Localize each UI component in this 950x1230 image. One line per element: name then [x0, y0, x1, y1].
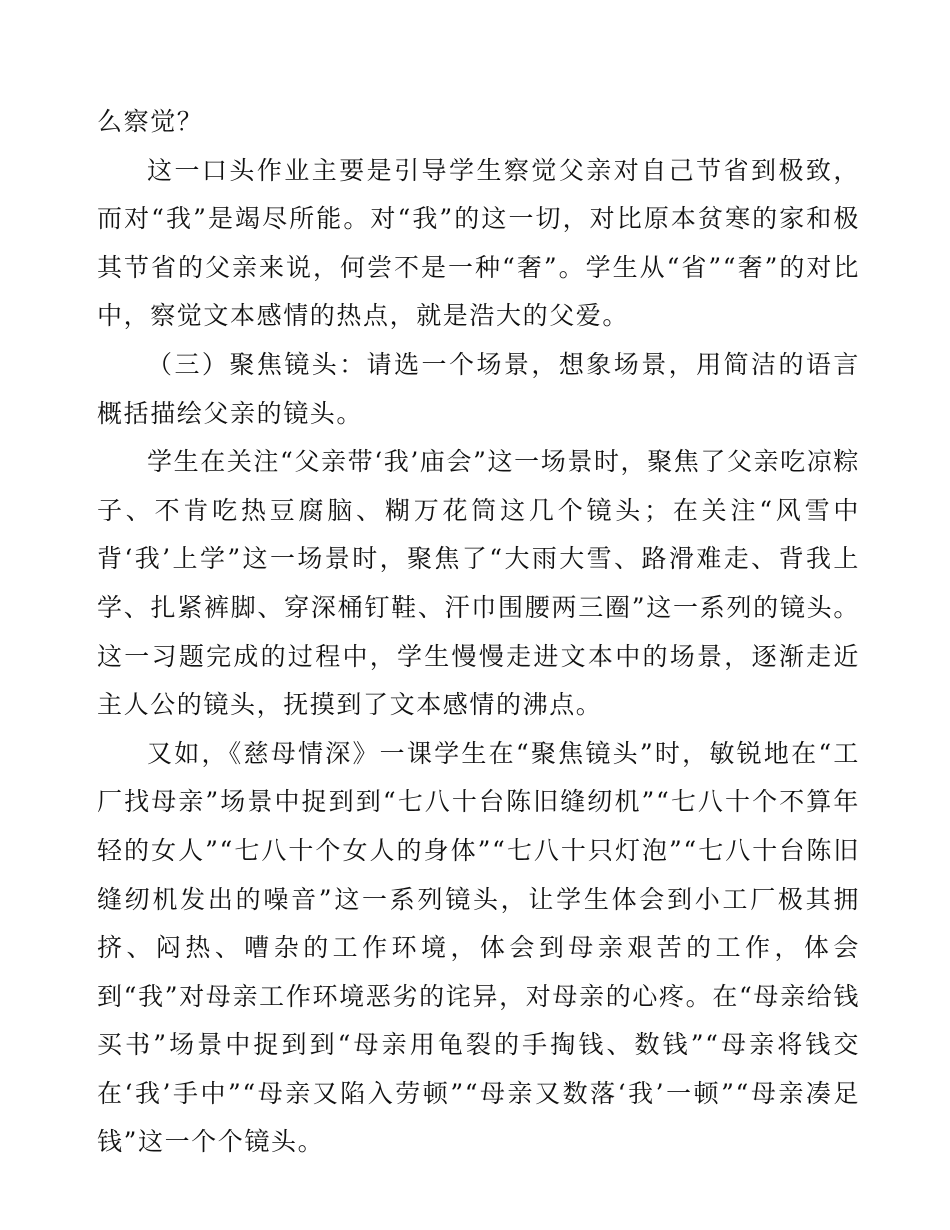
paragraph-example: 又如，《慈母情深》一课学生在“聚焦镜头”时，敏锐地在“工厂找母亲”场景中捉到到“七八十台陈旧缝纫机”“七八十个不算年轻的女人”“七八十个女人的身体”“七八十只灯泡”“七八十台陈旧缝纫机发出的噪音”这一系列镜头，让学生体会到小工厂极其拥挤、闷热、嘈杂的工作环境，体会到母亲艰苦的工作，体会到“我”对母亲工作环境恶劣的诧异，对母亲的心疼。在“母亲给钱买书”场景中捉到到“母亲用龟裂的手掏钱、数钱”“母亲将钱交在‘我’手中”“母亲又陷入劳顿”“母亲又数落‘我’一顿”“母亲凑足钱”这一个个镜头。: [97, 738, 860, 1157]
document-body: [97, 98, 860, 1167]
paragraph-oral-homework: 这一口头作业主要是引导学生察觉父亲对自己节省到极致，而对“我”是竭尽所能。对“我”的这一切，对比原本贫寒的家和极其节省的父亲来说，何尝不是一种“奢”。学生从“省”“奢”的对比中，察觉文本感情的热点，就是浩大的父爱。: [97, 155, 860, 331]
paragraph-student-focus: 学生在关注“父亲带‘我’庙会”这一场景时，聚焦了父亲吃凉粽子、不肯吃热豆腐脑、糊万花筒这几个镜头；在关注“风雪中背‘我’上学”这一场景时，聚焦了“大雨大雪、路滑难走、背我上学、扎紧裤脚、穿深桶钉鞋、汗巾围腰两三圈”这一系列的镜头。这一习题完成的过程中，学生慢慢走进文本中的场景，逐渐走近主人公的镜头，抚摸到了文本感情的沸点。: [97, 447, 860, 720]
paragraph-continuation: 么察觉？: [97, 107, 204, 136]
paragraph-section-heading: （三）聚焦镜头：请选一个场景，想象场景，用简洁的语言概括描绘父亲的镜头。: [97, 349, 860, 428]
